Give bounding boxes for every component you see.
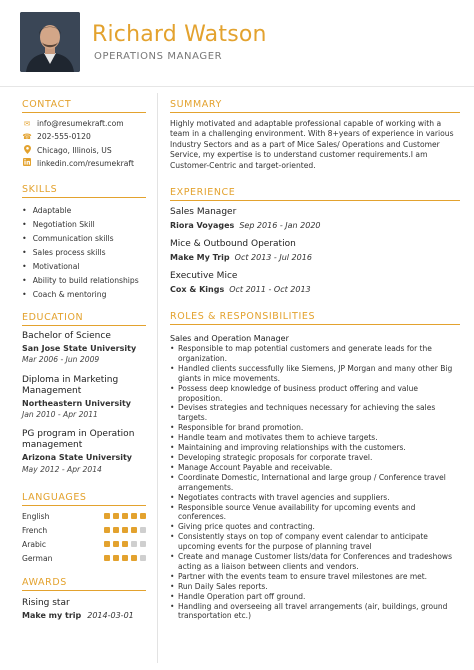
- language-row: [22, 511, 146, 521]
- job-company-name: Cox & Kings: [170, 285, 225, 294]
- skill-item: • Sales process skills: [22, 248, 106, 257]
- contact-location-text: Chicago, Illinois, US: [37, 146, 112, 155]
- level-dot: [113, 513, 120, 520]
- header-divider: [0, 86, 474, 87]
- contact-linkedin-text: linkedin.com/resumekraft: [37, 158, 134, 168]
- level-dot: [104, 541, 111, 548]
- contact-phone-text: 202-555-0120: [37, 132, 91, 141]
- level-dot: [104, 555, 111, 562]
- job-title: Mice & Outbound Operation: [170, 239, 296, 249]
- language-name: French: [22, 525, 48, 535]
- list-item: • Responsible to map potential customers and generate leads for the organization.: [170, 344, 460, 364]
- skill-item: • Motivational: [22, 262, 79, 271]
- skill-item: • Ability to build relationships: [22, 276, 139, 285]
- list-item: • Developing strategic proposals for corporate travel.: [170, 453, 460, 463]
- list-item: • Responsible source Venue availability for upcoming events and conferences.: [170, 503, 460, 523]
- summary-rule: [170, 112, 460, 113]
- education-school: Arizona State University: [22, 453, 132, 462]
- column-divider: [157, 93, 158, 663]
- skill-item: • Communication skills: [22, 234, 114, 243]
- language-name: Arabic: [22, 539, 47, 549]
- candidate-role: OPERATIONS MANAGER: [94, 51, 223, 62]
- job-title: Executive Mice: [170, 271, 238, 281]
- summary-text: Highly motivated and adaptable professional capable of working with a team in a challenging environment. With 8+years of experience in various Industry Sectors and as a part of Mice Sales/ Operations and Customer Service, my expertise is to understand customer requirements.I am Customer-Centric and target-oriented.: [170, 119, 454, 170]
- candidate-name: Richard Watson: [92, 22, 267, 47]
- list-item: • Devises strategies and techniques necessary for achieving the sales targets.: [170, 403, 460, 423]
- contact-title: CONTACT: [22, 99, 72, 110]
- language-level: [104, 513, 146, 520]
- contact-email[interactable]: [22, 119, 124, 128]
- contact-linkedin[interactable]: [22, 158, 134, 168]
- education-title: EDUCATION: [22, 312, 84, 323]
- skill-item: • Negotiation Skill: [22, 220, 95, 229]
- level-dot: [122, 541, 129, 548]
- language-level: [104, 527, 146, 534]
- education-degree: PG program in Operation management: [22, 429, 135, 450]
- responsibilities-list: [170, 344, 460, 621]
- language-row: [22, 525, 146, 535]
- contact-phone[interactable]: [22, 132, 91, 141]
- list-item: • Negotiates contracts with travel agencies and suppliers.: [170, 493, 460, 503]
- education-dates: Jan 2010 - Apr 2011: [22, 410, 98, 419]
- list-item: • Handling and overseeing all travel arrangements (air, buildings, ground transportation etc.): [170, 602, 460, 622]
- award-date: 2014-03-01: [87, 611, 134, 620]
- skills-title: SKILLS: [22, 184, 58, 195]
- resume-header: [0, 0, 474, 86]
- awards-title: AWARDS: [22, 577, 67, 588]
- level-dot: [131, 513, 138, 520]
- linkedin-icon: [22, 158, 32, 168]
- list-item: • Giving price quotes and contracting.: [170, 522, 460, 532]
- education-dates: May 2012 - Apr 2014: [22, 465, 102, 474]
- language-name: German: [22, 553, 53, 563]
- skills-rule: [22, 197, 146, 198]
- education-degree: Bachelor of Science: [22, 331, 111, 341]
- awards-rule: [22, 590, 146, 591]
- experience-rule: [170, 200, 460, 201]
- job-company: [170, 285, 311, 294]
- award-org-name: Make my trip: [22, 611, 82, 620]
- contact-location: [22, 145, 112, 156]
- education-degree: Diploma in Marketing Management: [22, 375, 119, 396]
- job-dates: Oct 2011 - Oct 2013: [229, 285, 311, 294]
- list-item: • Partner with the events team to ensure travel milestones are met.: [170, 572, 460, 582]
- education-school: San Jose State University: [22, 344, 137, 353]
- job-company-name: Riora Voyages: [170, 221, 235, 230]
- summary-title: SUMMARY: [170, 99, 222, 110]
- job-dates: Sep 2016 - Jan 2020: [239, 221, 321, 230]
- person-photo-icon: [20, 12, 80, 72]
- level-dot: [122, 513, 129, 520]
- level-dot: [113, 555, 120, 562]
- education-dates: Mar 2006 - Jun 2009: [22, 355, 100, 364]
- list-item: • Handle team and motivates them to achieve targets.: [170, 433, 460, 443]
- list-item: • Create and manage Customer lists/data for Conferences and tradeshows acting as a liaison between clients and vendors.: [170, 552, 460, 572]
- job-company: [170, 253, 312, 262]
- level-dot: [131, 527, 138, 534]
- level-dot: [131, 541, 138, 548]
- contact-rule: [22, 112, 146, 113]
- level-dot: [140, 527, 147, 534]
- list-item: • Responsible for brand promotion.: [170, 423, 460, 433]
- level-dot: [113, 541, 120, 548]
- award-title: Rising star: [22, 598, 70, 608]
- job-company: [170, 221, 321, 230]
- languages-title: LANGUAGES: [22, 492, 87, 503]
- profile-photo: [20, 12, 80, 72]
- level-dot: [131, 555, 138, 562]
- level-dot: [122, 527, 129, 534]
- list-item: • Possess deep knowledge of business product offering and value proposition.: [170, 384, 460, 404]
- phone-icon: ☎: [22, 132, 32, 141]
- level-dot: [122, 555, 129, 562]
- education-school: Northeastern University: [22, 399, 131, 408]
- envelope-icon: ✉: [23, 119, 31, 128]
- skill-item: • Adaptable: [22, 206, 71, 215]
- level-dot: [140, 541, 147, 548]
- list-item: • Handled clients successfully like Siemens, JP Morgan and many other Big giants in mice movements.: [170, 364, 460, 384]
- contact-email-text: info@resumekraft.com: [37, 119, 124, 128]
- language-level: [104, 555, 146, 562]
- language-row: [22, 553, 146, 563]
- list-item: • Handle Operation part off ground.: [170, 592, 460, 602]
- language-row: [22, 539, 146, 549]
- award-org: [22, 611, 134, 620]
- list-item: • Manage Account Payable and receivable.: [170, 463, 460, 473]
- skill-item: • Coach & mentoring: [22, 290, 106, 299]
- job-company-name: Make My Trip: [170, 253, 230, 262]
- job-dates: Oct 2013 - Jul 2016: [234, 253, 312, 262]
- level-dot: [104, 513, 111, 520]
- list-item: • Coordinate Domestic, International and large group / Conference travel arrangements.: [170, 473, 460, 493]
- level-dot: [104, 527, 111, 534]
- experience-title: EXPERIENCE: [170, 187, 236, 198]
- language-name: English: [22, 511, 50, 521]
- list-item: • Run Daily Sales reports.: [170, 582, 460, 592]
- languages-rule: [22, 505, 146, 506]
- education-rule: [22, 325, 146, 326]
- language-level: [104, 541, 146, 548]
- responsibilities-rule: [170, 324, 460, 325]
- list-item: • Maintaining and improving relationships with the customers.: [170, 443, 460, 453]
- responsibilities-title: ROLES & RESPONSIBILITIES: [170, 311, 316, 322]
- job-title: Sales Manager: [170, 207, 237, 217]
- responsibilities-heading: Sales and Operation Manager: [170, 334, 289, 343]
- level-dot: [113, 527, 120, 534]
- list-item: • Consistently stays on top of company event calendar to anticipate upcoming events for the purpose of planning travel: [170, 532, 460, 552]
- level-dot: [140, 555, 147, 562]
- location-pin-icon: [22, 145, 32, 156]
- level-dot: [140, 513, 147, 520]
